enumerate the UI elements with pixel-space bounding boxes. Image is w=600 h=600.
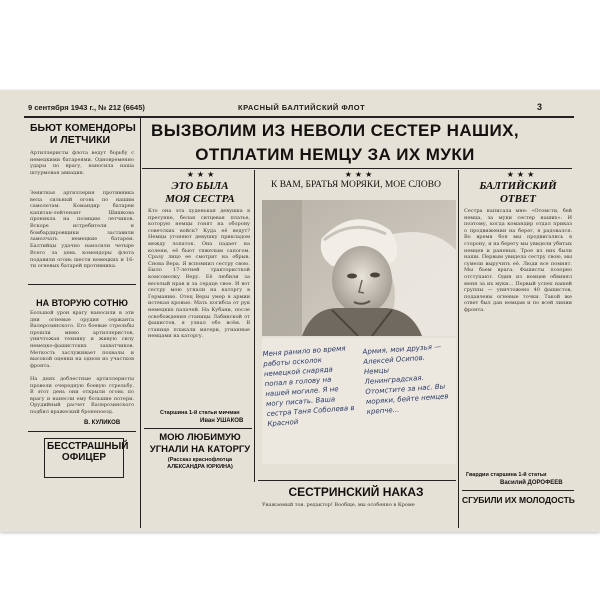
left-article-4: Большой урон врагу наносили в эти дни огневые орудия сержанта Валерозинского. Его боевые стрельбы прошли мимо артиллеристов, уничтожая технику и живую силу немецко-фашистских захватчиков. Меткость заслуживает похвалы и высокой оценки на одном из участков фронта. — [30, 310, 134, 369]
left-article-1: Артиллеристы флота ведут борьбу с немецкими батареями. Одновременно удары по врагу, наносила наша штурмовая авиация. — [30, 150, 134, 176]
left-headline-3: НА ВТОРУЮ СОТНЮ — [36, 298, 128, 308]
masthead-rule — [24, 116, 574, 118]
page-number: 3 — [537, 102, 543, 112]
right-headline-3: СГУБИЛИ ИХ МОЛОДОСТЬ — [462, 495, 575, 505]
photo-wounded-girl — [262, 200, 456, 336]
left-headline-1: БЬЮТ КОМЕНДОРЫ — [30, 122, 136, 134]
center-left-signature-title: Старшина 1-й статьи мичман — [160, 410, 240, 416]
center-left-headline-4: УГНАЛИ НА КАТОРГУ — [149, 444, 251, 455]
handwritten-note-left: Меня ранило во время работы осколок немецкой снаряда попал в голову на нашей могиле. Я не могу писать. Ваша сестра Таня Соболева в Красной — [262, 344, 355, 429]
left-article-5: На днях доблестные артиллеристы провели очередную боевую стрельбу. В этот день они открыли огонь по врагу и нанесли ему большие потери. Орудийный расчет Валерозинского подбил вражеский бронепоезд. — [30, 376, 134, 415]
center-left-headline-3: МОЮ ЛЮБИМУЮ — [159, 432, 241, 443]
right-headline-1: БАЛТИЙСКИЙ — [479, 180, 557, 192]
right-headline-2: ОТВЕТ — [499, 193, 537, 205]
main-headline-line2: ОТПЛАТИМ НЕМЦУ ЗА ИХ МУКИ — [195, 145, 475, 164]
left-signature: В. КУЛИКОВ — [84, 420, 121, 426]
headline-rule — [142, 168, 572, 169]
column-rule — [458, 170, 459, 528]
center-left-headline-2: МОЯ СЕСТРА — [165, 193, 235, 205]
left-headline-2: И ЛЕТЧИКИ — [49, 134, 111, 146]
handwritten-notes — [262, 338, 456, 464]
issue-date: 9 сентября 1943 г., № 212 (6645) — [28, 103, 145, 112]
section-rule — [28, 431, 136, 432]
stars-ornament: ★★★ — [344, 170, 376, 179]
center-headline: К ВАМ, БРАТЬЯ МОРЯКИ, МОЕ СЛОВО — [271, 180, 441, 190]
masthead — [0, 103, 600, 115]
photo-image — [262, 200, 456, 336]
newspaper-title: КРАСНЫЙ БАЛТИЙСКИЙ ФЛОТ — [238, 103, 366, 112]
center-article-2: Уважаемый тов. редактор! Вообще, мы особенно в Кроме — [262, 502, 415, 508]
boxed-headline — [44, 438, 129, 478]
stars-ornament: ★★★ — [186, 170, 218, 179]
column-rule — [140, 118, 141, 528]
right-signature-title: Гвардии старшина 1-й статьи — [466, 472, 547, 478]
center-left-subtitle-2: АЛЕКСАНДРА ЮРКИНА) — [167, 464, 233, 470]
boxed-headline-text: БЕССТРАШНЫЙ ОФИЦЕР — [47, 441, 129, 463]
stars-ornament: ★★★ — [506, 170, 538, 179]
section-rule — [28, 284, 136, 285]
section-rule — [462, 490, 574, 491]
center-left-subtitle-1: (Рассказ краснофлотца — [167, 457, 233, 463]
column-rule — [254, 170, 255, 482]
section-rule — [144, 428, 252, 429]
left-article-3: Всего за день комендоры флота подавили огонь шести немецких и 16-ти огневых батарей противника. — [30, 250, 134, 270]
center-left-headline-1: ЭТО БЫЛА — [171, 180, 229, 192]
left-article-2: Зенитная артиллерия противника вела сильный огонь по нашим самолетам. Командир батареи капитан-лейтенант Шишкова проникла на позицию летчиков. Вскоре истребители и бомбардировщики заставили замолчать немецкие батареи. Балтийцы удачно наносили четыре — [30, 190, 134, 248]
section-rule — [258, 480, 456, 481]
center-headline-2: СЕСТРИНСКИЙ НАКАЗ — [288, 485, 424, 499]
center-left-signature-name: Иван УШАКОВ — [200, 418, 244, 424]
handwritten-note-right: Армия, мои друзья — Алексей Осипов. Немцы Ленинградская. Отомстите за нас. Вы моряки, бейте немцев крепче... — [362, 342, 449, 416]
right-article: Сестра написала мне: «Отомсти, бей немца, за муки сестер наших». И поэтому, когда командир отдал приказ о продвижении на берег, я радовался. Во время боя мы продвигались в сторону, и на берегу мы увидели убитых немцев и раненых. Трое из них были наши. Первым увидела сестру свою, мы сумели выручить её. Люди все помнят. Мы бьем врага. Фашисты позорно отступают. Один из немцев обвинял меня за их муки... Первый успех нашей группы — уничтожено 40 фашистов, подавлены огневые точки. Такой же ответ был дан немцам и по всей линии фронта. — [464, 208, 572, 313]
right-signature-name: Василий ДОРОФЕЕВ — [500, 480, 563, 486]
main-headline-line1: ВЫЗВОЛИМ ИЗ НЕВОЛИ СЕСТЕР НАШИХ, — [151, 121, 519, 140]
center-left-article: Кто она эта худенькая девушка в пресунке, белая ситцевая платье, которую немцы гонят на оборону советских войск? Куда её ведут? Немцы угоняют девушку прикладом между лопаток. Она падает на колени, её бьют тяжелым сапогом. Сразу лицо ее смотрит на обрыв. Снова Вера. Я вспомнил сестру свою. Было 17-летней трактористкой комсомолку Веру. Её любили за веселый нрав и за сердце свое. И вот сестру мою угнали на каторгу в Германию. Отец Веры умер в армии истекая кровью. Мать погибла от рук немецких палачей. На Кубани, после освобождения станицы Лабинской от фашистов, я узнал обо всём. В станице плакали матери, угнанные немцами на каторгу. — [148, 208, 250, 340]
